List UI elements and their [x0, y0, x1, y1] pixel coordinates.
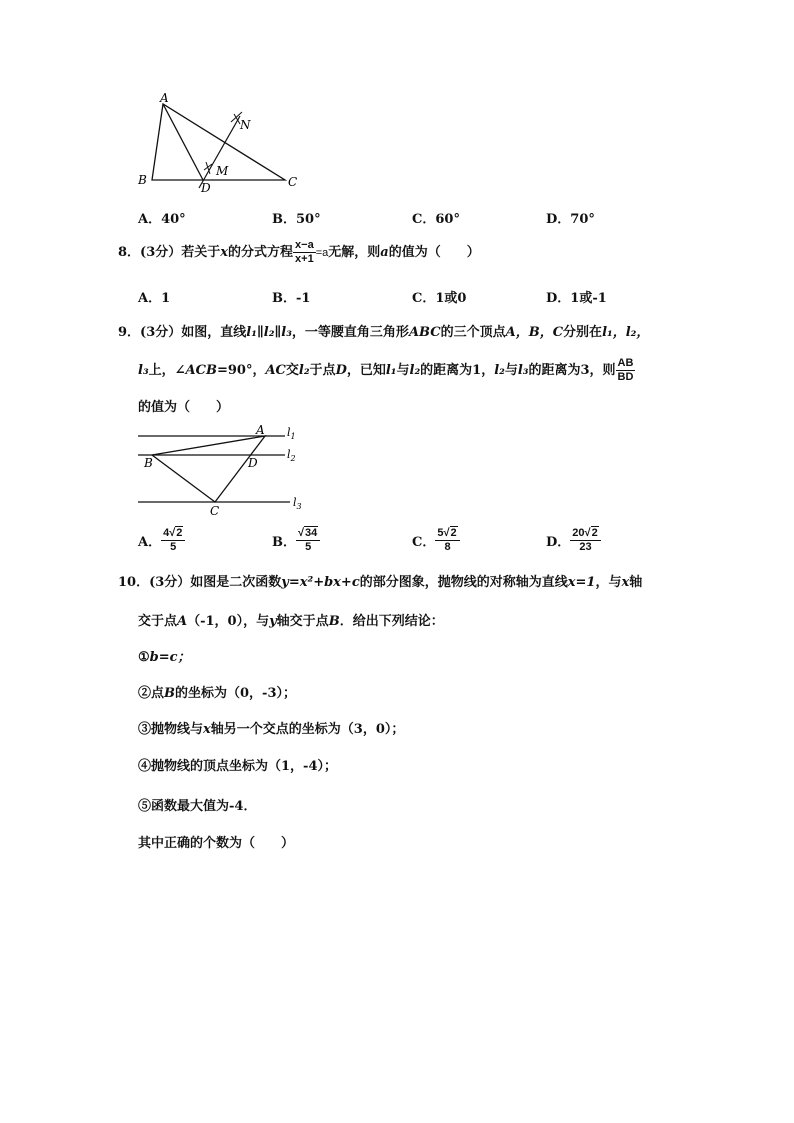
- q10-question: 其中正确的个数为（ ）: [138, 836, 295, 851]
- q9-h: 的距离为1，: [420, 363, 495, 378]
- q10-suffix: ，与: [595, 575, 622, 590]
- q8-frac-num: x−a: [295, 239, 314, 251]
- q7-option-a: A．40°: [138, 212, 186, 227]
- segment-ad: [163, 104, 203, 180]
- question-10-line1: [118, 571, 642, 590]
- parallel-lines-figure: [130, 420, 315, 520]
- label-n: N: [240, 118, 251, 132]
- q9-e: 于点: [309, 363, 336, 378]
- q10-axis: x=1: [567, 575, 596, 590]
- q10-l2c: 轴交于点: [276, 614, 329, 629]
- q9-fraction: [616, 358, 636, 383]
- fig2-label-d: D: [248, 456, 258, 470]
- question-10-line2: [138, 610, 444, 629]
- q8-eq: =a: [315, 247, 329, 259]
- label-b: B: [138, 173, 147, 187]
- q9-g: 与: [396, 363, 410, 378]
- question-9-line1: [118, 321, 649, 340]
- q10-c1: b=c；: [149, 650, 191, 665]
- q8-option-c: C．1或0: [412, 291, 467, 306]
- q8-mid1: 的分式方程: [228, 245, 294, 260]
- q10-l2a: 交于点: [138, 614, 178, 629]
- q9-opt-b-label: B．: [272, 535, 296, 550]
- q9-opt-d-frac: $\frac{20√2}{23}$: [570, 528, 600, 553]
- q10-yvar: y: [269, 614, 277, 629]
- q9-D: D: [335, 363, 347, 378]
- fig2-label-b: B: [144, 456, 153, 470]
- q10-B: B: [328, 614, 340, 629]
- q9-suffix: 分别在: [563, 325, 603, 340]
- q10-c1-num: ①: [138, 650, 150, 665]
- q8-mid2: 无解，则: [328, 245, 381, 260]
- q10-l2b: （-1，0），与: [187, 614, 270, 629]
- triangle-figure-1: [130, 92, 310, 197]
- q9-ac: AC: [265, 363, 286, 378]
- q8-fraction: [293, 240, 316, 265]
- q9-opt-c-frac: $\frac{5√2}{8}$: [435, 528, 459, 553]
- q10-conclusion-1: [138, 646, 191, 665]
- q9-option-b: [272, 528, 320, 553]
- q9-f: ，已知: [346, 363, 386, 378]
- fig2-label-a: A: [256, 423, 265, 437]
- q9-d: 交: [285, 363, 299, 378]
- q8-var-x: x: [220, 245, 229, 260]
- q9-opt-b-den: 5: [305, 541, 312, 553]
- q9-opt-a-den: 5: [170, 541, 177, 553]
- q10-xvar: x: [621, 575, 630, 590]
- q9-l2b: l₂: [409, 363, 421, 378]
- q9-opt-c-den: 8: [444, 541, 451, 553]
- q7-option-c: C．60°: [412, 212, 460, 227]
- q9-l2c: l₂: [494, 363, 505, 378]
- q9-option-c: [412, 528, 460, 553]
- q8-prefix: 8．(3分）若关于: [118, 245, 221, 260]
- question-8: [118, 240, 480, 265]
- q10-conclusion-3: [138, 718, 404, 737]
- q9-prefix: 9．(3分）如图，直线: [118, 325, 247, 340]
- q10-c3-rest: 轴另一个交点的坐标为（3，0）；: [210, 722, 405, 737]
- label-c: C: [288, 175, 298, 189]
- q9-l3: l₃: [138, 363, 149, 378]
- q10-c2-B: B: [164, 686, 176, 701]
- q9-lines: l₁∥l₂∥l₃: [246, 325, 292, 340]
- fig2-label-l1: $l_1$: [287, 426, 296, 441]
- q9-opt-d-den: 23: [579, 541, 592, 553]
- q10-mid: 的部分图象，抛物线的对称轴为直线: [359, 575, 568, 590]
- q9-j: 的距离为3，则: [528, 363, 616, 378]
- q10-conclusion-2: [138, 682, 296, 701]
- q9-verts: A，B，C: [505, 325, 564, 340]
- q10-l2d: ．给出下列结论：: [339, 614, 444, 629]
- q9-mid2: 的三个顶点: [440, 325, 506, 340]
- label-m: M: [216, 164, 229, 178]
- q8-option-d: D．1或-1: [546, 291, 607, 306]
- q8-frac-den: x+1: [295, 253, 314, 265]
- q9-opt-c-coef: 5: [437, 527, 444, 539]
- q9-l2: l₂: [298, 363, 310, 378]
- q8-option-b: B．-1: [272, 291, 311, 306]
- q9-opt-c-label: C．: [412, 535, 436, 550]
- question-9-line2: [138, 358, 635, 383]
- q9-opt-b-frac: $\frac{√34}{5}$: [296, 528, 320, 553]
- q8-var-a: a: [380, 245, 389, 260]
- q9-opt-c-rad: 2: [450, 527, 457, 539]
- q9-option-d: [546, 528, 601, 553]
- q10-conclusion-4: ④抛物线的顶点坐标为（1，-4）；: [138, 759, 337, 774]
- q9-opt-a-coef: 4: [163, 527, 170, 539]
- q9-end: l₁，l₂，: [602, 325, 650, 340]
- q10-func: y=x²+bx+c: [281, 575, 360, 590]
- q9-opt-d-label: D．: [546, 535, 571, 550]
- q9-b: 上，∠: [148, 363, 186, 378]
- q9-option-a: [138, 528, 185, 553]
- q10-c3-x: x: [203, 722, 211, 737]
- question-9-line3: 的值为（ ）: [138, 400, 230, 415]
- q9-l3b: l₃: [517, 363, 529, 378]
- q9-frac-den: BD: [617, 371, 634, 383]
- q9-opt-d-rad: 2: [591, 527, 598, 539]
- q9-l1b: l₁: [385, 363, 397, 378]
- q9-opt-a-frac: $\frac{4√2}{5}$: [161, 528, 185, 553]
- q8-option-a: A．1: [138, 291, 171, 306]
- q9-frac-num: AB: [617, 357, 634, 369]
- q10-A: A: [177, 614, 188, 629]
- label-a: A: [160, 92, 169, 105]
- q9-mid: ，一等腰直角三角形: [291, 325, 409, 340]
- q7-option-d: D．70°: [546, 212, 595, 227]
- q10-conclusion-5: ⑤函数最大值为-4．: [138, 799, 257, 814]
- q9-abc: ABC: [408, 325, 441, 340]
- q9-c: =90°，: [216, 363, 266, 378]
- q9-opt-a-rad: 2: [176, 527, 183, 539]
- q7-option-b: B．50°: [272, 212, 321, 227]
- q9-acb: ACB: [185, 363, 217, 378]
- q8-suffix: 的值为（ ）: [388, 245, 480, 260]
- fig2-label-c: C: [210, 504, 220, 518]
- q10-c2-rest: 的坐标为（0，-3）；: [175, 686, 297, 701]
- q10-c2: ②点: [138, 686, 165, 701]
- q10-end: 轴: [629, 575, 643, 590]
- fig2-label-l2: $l_2$: [287, 448, 296, 463]
- q9-opt-d-coef: 20: [572, 527, 585, 539]
- q10-c3: ③抛物线与: [138, 722, 204, 737]
- q9-opt-a-label: A．: [138, 535, 162, 550]
- label-d: D: [201, 181, 211, 195]
- q9-opt-b-rad: 34: [305, 527, 318, 539]
- q10-prefix: 10．(3分）如图是二次函数: [118, 575, 282, 590]
- q9-i: 与: [504, 363, 518, 378]
- fig2-label-l3: $l_3$: [293, 496, 302, 511]
